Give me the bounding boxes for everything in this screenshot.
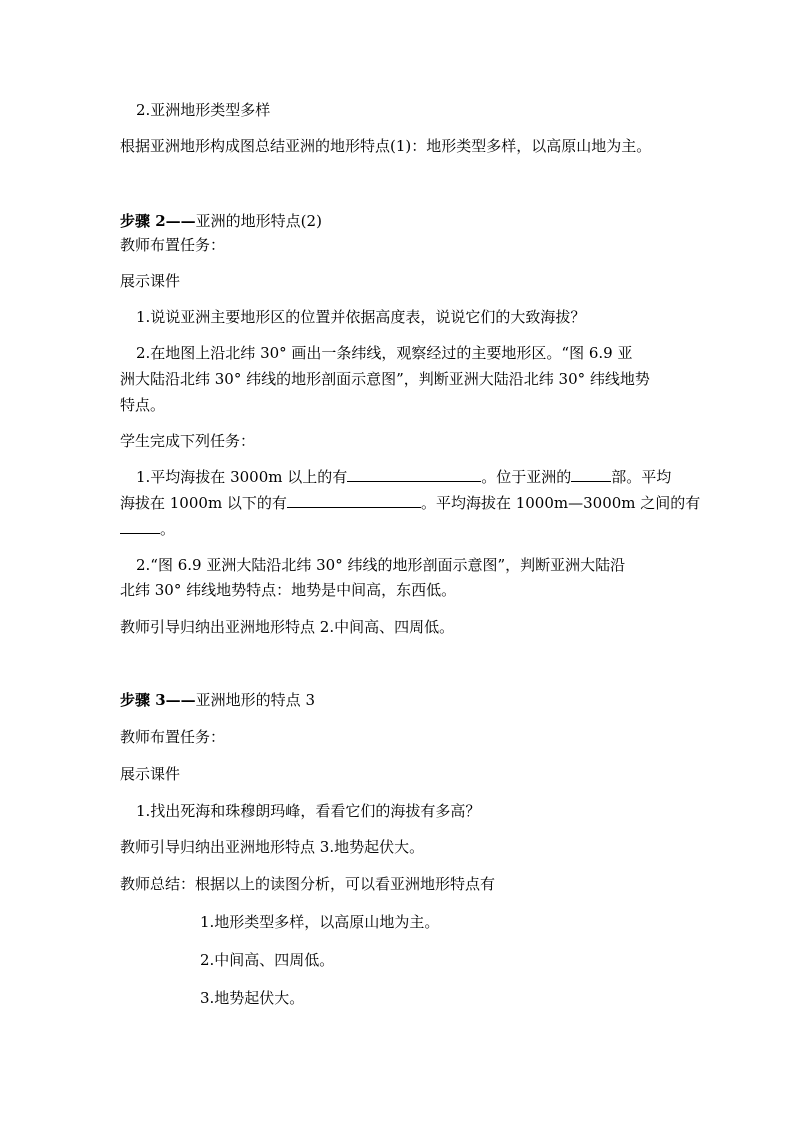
answer-blank[interactable] (287, 493, 421, 508)
step-title: 亚洲地形的特点 3 (195, 691, 315, 709)
summary-item: 1.地形类型多样，以高原山地为主。 (200, 913, 440, 931)
paragraph: 教师引导归纳出亚洲地形特点 3.地势起伏大。 (120, 838, 425, 856)
step-label: 步骤 2—— (120, 212, 196, 230)
step-title: 亚洲的地形特点(2) (195, 212, 322, 230)
list-item-continued: 特点。 (120, 396, 166, 414)
list-item: 2.在地图上沿北纬 30° 画出一条纬线，观察经过的主要地形区。“图 6.9 亚 (136, 344, 633, 362)
paragraph: 展示课件 (120, 272, 181, 290)
list-item: 2.“图 6.9 亚洲大陆沿北纬 30° 纬线的地形剖面示意图”，判断亚洲大陆沿 (136, 556, 626, 574)
paragraph: 教师布置任务： (120, 728, 226, 746)
list-item-continued: 洲大陆沿北纬 30° 纬线的地形剖面示意图”，判断亚洲大陆沿北纬 30° 纬线地势 (120, 370, 650, 388)
paragraph: 学生完成下列任务： (120, 432, 256, 450)
answer-blank[interactable] (571, 467, 611, 482)
paragraph: 教师总结：根据以上的读图分析，可以看亚洲地形特点有 (120, 875, 496, 893)
paragraph: 教师布置任务： (120, 236, 226, 254)
paragraph: 根据亚洲地形构成图总结亚洲的地形特点(1)：地形类型多样，以高原山地为主。 (120, 137, 652, 155)
paragraph: 展示课件 (120, 765, 181, 783)
list-item-continued: 北纬 30° 纬线地势特点：地势是中间高，东西低。 (120, 581, 457, 599)
step-heading (120, 211, 322, 232)
list-item: 1.找出死海和珠穆朗玛峰，看看它们的海拔有多高？ (136, 802, 481, 820)
step-label: 步骤 3—— (120, 691, 196, 709)
section-heading: 2.亚洲地形类型多样 (136, 101, 271, 119)
step-heading (120, 690, 315, 711)
answer-blank[interactable] (120, 519, 160, 534)
summary-item: 3.地势起伏大。 (200, 989, 305, 1007)
list-item: 1.说说亚洲主要地形区的位置并依据高度表，说说它们的大致海拔？ (136, 308, 586, 326)
fill-in-item-continued: 海拔在 1000m 以下的有 。平均海拔在 1000m—3000m 之间的有 (120, 494, 701, 512)
fill-in-item-continued: 。 (120, 519, 175, 540)
paragraph: 教师引导归纳出亚洲地形特点 2.中间高、四周低。 (120, 618, 455, 636)
fill-in-item: 1.平均海拔在 3000m 以上的有 。位于亚洲的 部。平均 (136, 468, 672, 486)
answer-blank[interactable] (347, 467, 481, 482)
summary-item: 2.中间高、四周低。 (200, 951, 335, 969)
